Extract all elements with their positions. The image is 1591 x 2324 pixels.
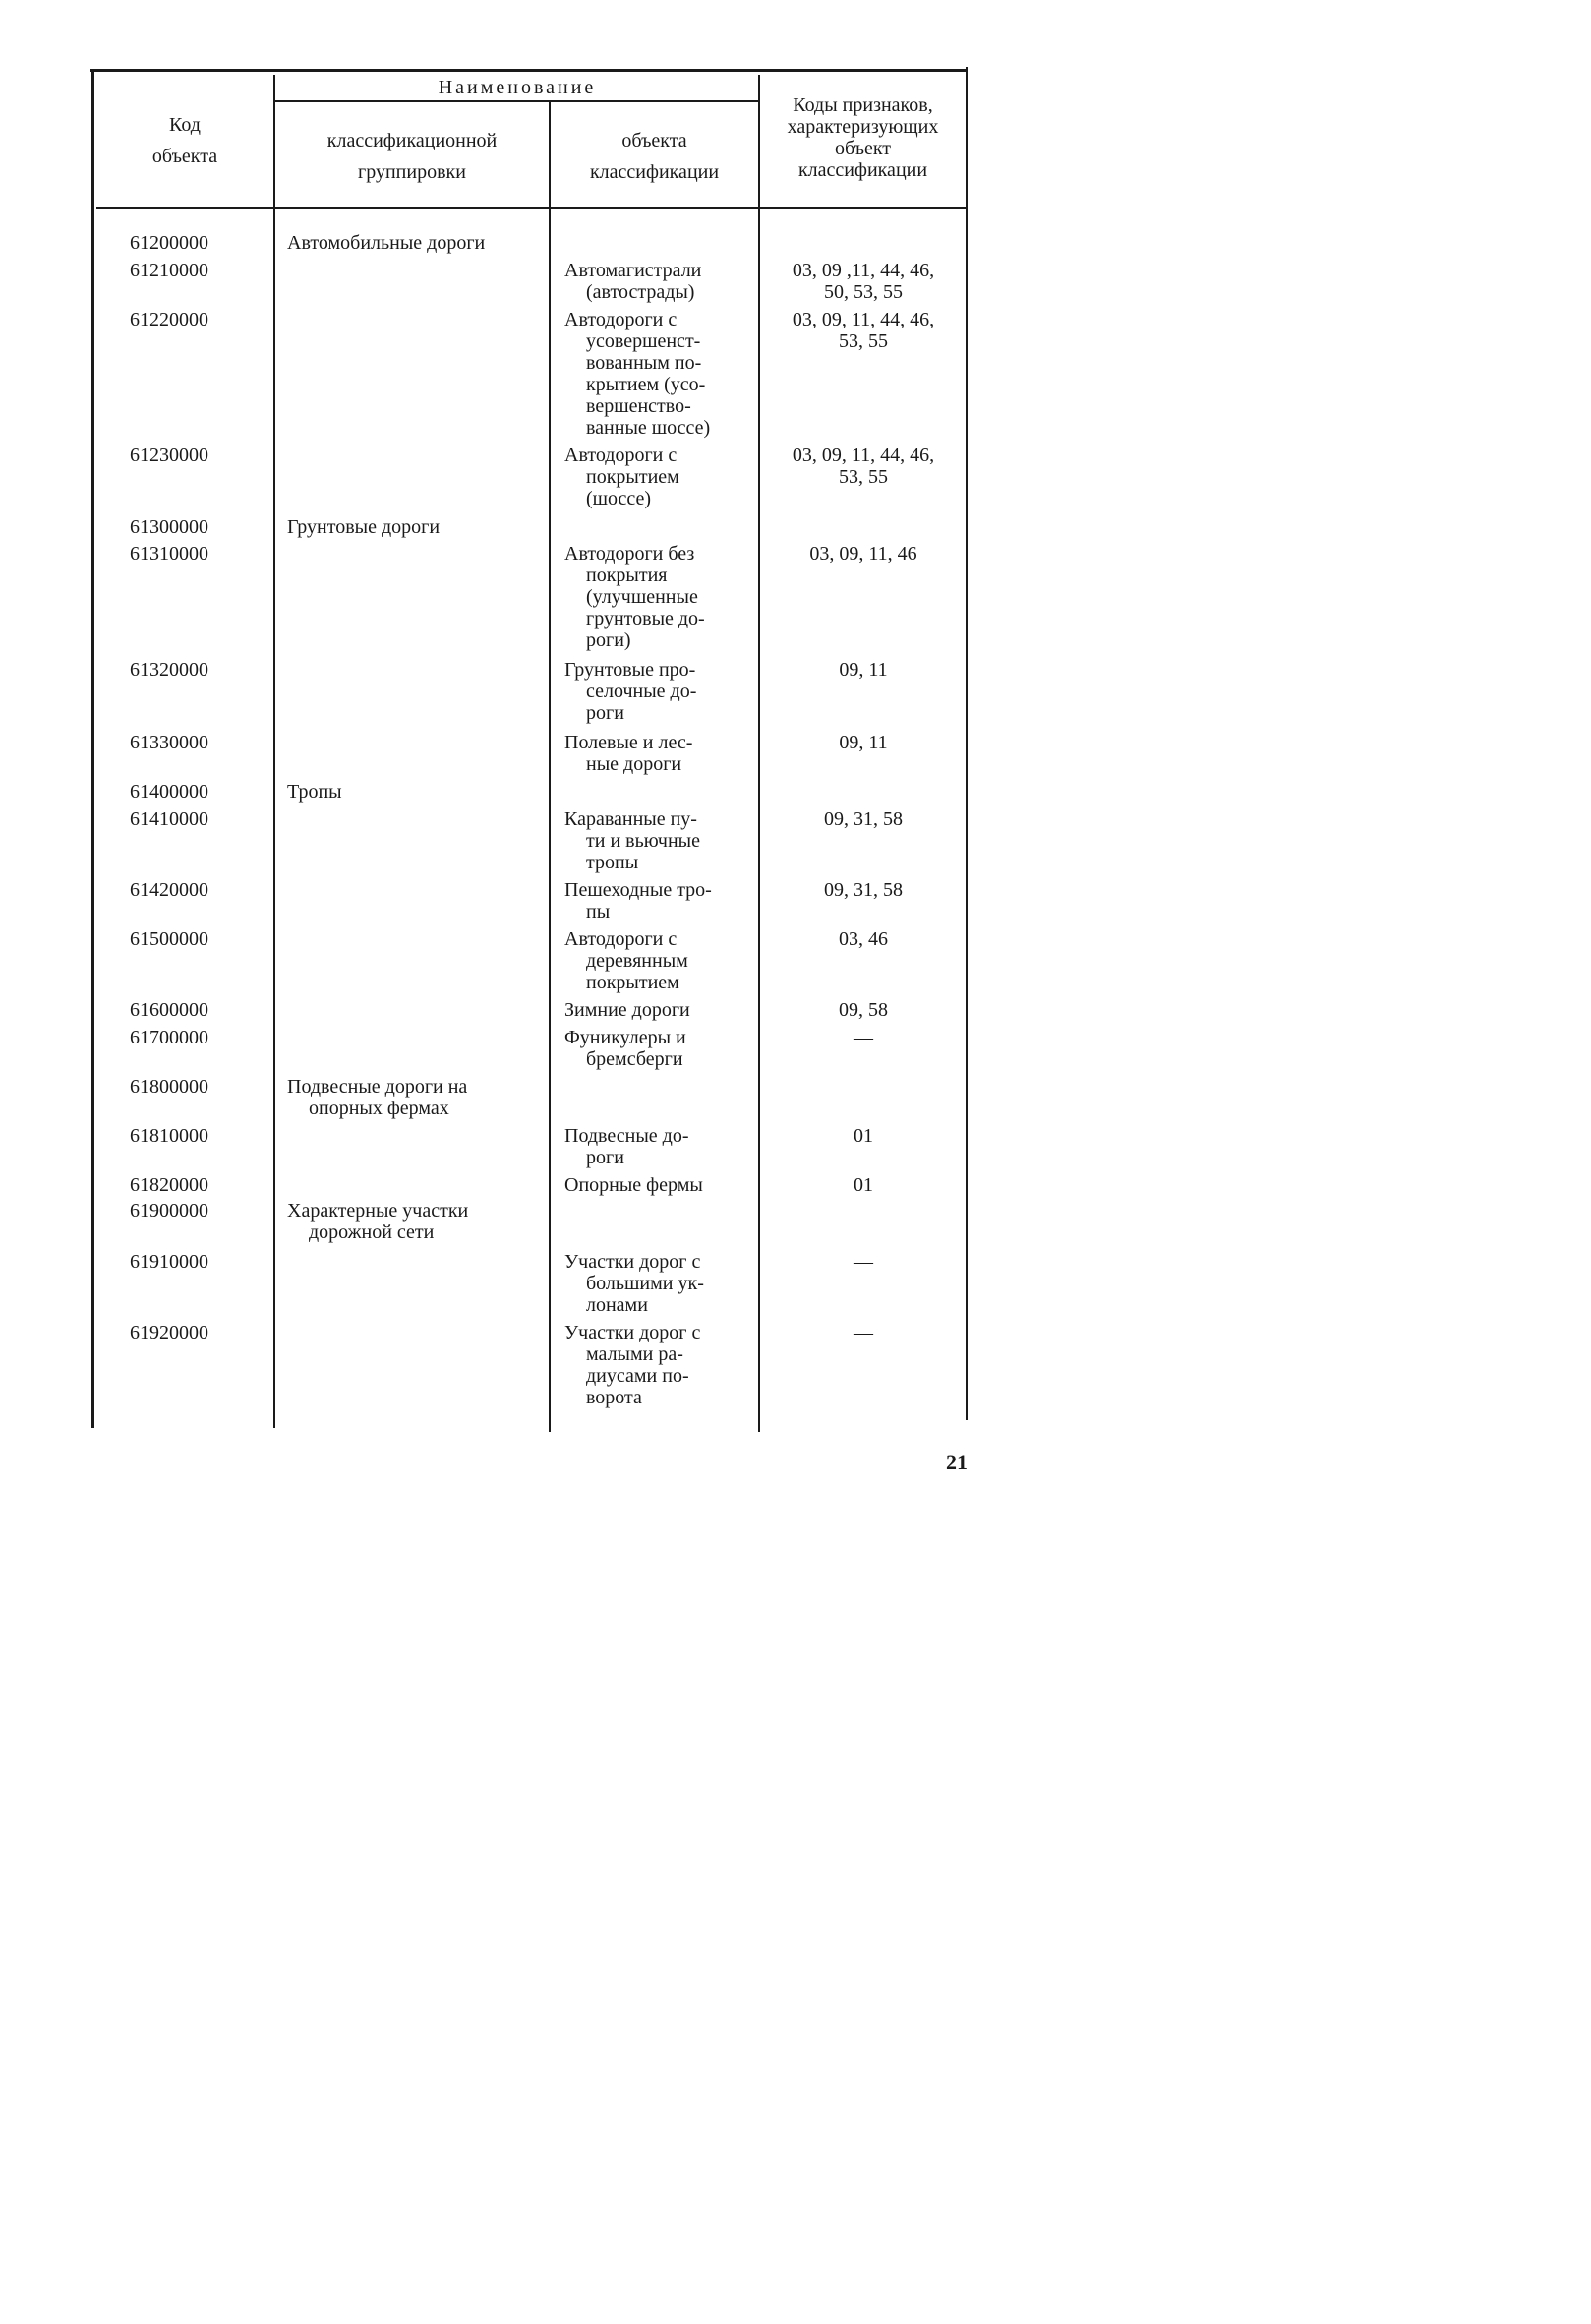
row-object (564, 260, 749, 303)
features-line: 03, 09, 11, 44, 46, (792, 445, 935, 466)
group-line: Характерные участки (287, 1200, 469, 1222)
object-line: малыми ра- (586, 1343, 683, 1365)
object-line: Зимние дороги (564, 999, 690, 1021)
object-line: селочные до- (586, 681, 697, 702)
features-line: 09, 31, 58 (824, 808, 903, 830)
group-line: Грунтовые дороги (287, 516, 441, 538)
row-group (287, 1076, 545, 1119)
row-features (763, 1251, 964, 1273)
row-object (564, 879, 749, 923)
object-line: (автострады) (586, 281, 695, 303)
object-line: (улучшенные (586, 586, 698, 608)
object-line: Автодороги с (564, 309, 678, 330)
row-features (763, 1125, 964, 1147)
object-line: деревянным (586, 950, 688, 972)
features-line: 53, 55 (839, 330, 888, 352)
object-line: тропы (586, 852, 639, 873)
page-number: 21 (946, 1450, 968, 1474)
object-line: роги (586, 702, 624, 724)
object-line: грунтовые до- (586, 608, 705, 629)
row-code: 61210000 (130, 260, 208, 281)
row-group (287, 232, 545, 254)
header-features-line1: Коды признаков, (793, 94, 933, 116)
features-line: 01 (854, 1174, 873, 1196)
object-line: Полевые и лес- (564, 732, 693, 753)
row-code: 61800000 (130, 1076, 208, 1098)
row-object (564, 1027, 749, 1070)
row-code: 61220000 (130, 309, 208, 330)
features-line: — (854, 1322, 873, 1343)
features-line: 01 (854, 1125, 873, 1147)
row-object (564, 928, 749, 993)
row-object (564, 445, 749, 509)
row-features (763, 1322, 964, 1343)
col-divider-group (549, 102, 551, 1432)
row-object (564, 1174, 749, 1196)
object-line: диусами по- (586, 1365, 689, 1387)
group-line: опорных фермах (309, 1098, 449, 1119)
row-code: 61400000 (130, 781, 208, 803)
object-line: Подвесные до- (564, 1125, 689, 1147)
group-line: Автомобильные дороги (287, 232, 486, 254)
name-subheader-rule (275, 100, 759, 102)
features-line: — (854, 1251, 873, 1273)
object-line: усовершенст- (586, 330, 701, 352)
row-features (763, 879, 964, 901)
object-line: большими ук- (586, 1273, 704, 1294)
object-line: роги) (586, 629, 631, 651)
group-line: Подвесные дороги на (287, 1076, 468, 1098)
row-features (763, 999, 964, 1021)
row-code: 61700000 (130, 1027, 208, 1048)
row-code: 61300000 (130, 516, 208, 538)
object-line: бремсберги (586, 1048, 683, 1070)
features-line: 09, 11 (839, 659, 888, 681)
row-code: 61600000 (130, 999, 208, 1021)
row-code: 61500000 (130, 928, 208, 950)
features-line: 09, 31, 58 (824, 879, 903, 901)
row-features (763, 928, 964, 950)
row-code: 61420000 (130, 879, 208, 901)
row-object (564, 808, 749, 873)
row-code: 61320000 (130, 659, 208, 681)
features-line: 09, 58 (839, 999, 888, 1021)
object-line: вершенство- (586, 395, 691, 417)
row-code: 61410000 (130, 808, 208, 830)
row-features (763, 659, 964, 681)
row-features (763, 1174, 964, 1196)
row-features (763, 260, 964, 303)
row-code: 61330000 (130, 732, 208, 753)
object-line: Пешеходные тро- (564, 879, 712, 901)
object-line: лонами (586, 1294, 648, 1316)
row-object (564, 659, 749, 724)
group-line: Тропы (287, 781, 342, 803)
object-line: ные дороги (586, 753, 682, 775)
object-line: Караванные пу- (564, 808, 697, 830)
col-divider-left (91, 69, 94, 1428)
header-bottom-rule (96, 207, 966, 209)
row-code: 61920000 (130, 1322, 208, 1343)
header-group-line1: классификационной (326, 130, 498, 151)
features-line: 03, 09, 11, 44, 46, (792, 309, 935, 330)
object-line: покрытия (586, 565, 668, 586)
header-object-line2: классификации (589, 161, 720, 183)
col-divider-object (758, 75, 760, 1432)
group-line: дорожной сети (309, 1222, 435, 1243)
row-object (564, 1125, 749, 1168)
col-divider-code (273, 75, 275, 1428)
header-object-line1: объекта (621, 130, 687, 151)
features-line: 53, 55 (839, 466, 888, 488)
header-features-line4: классификации (797, 159, 928, 181)
object-line: Автодороги с (564, 928, 678, 950)
object-line: вованным по- (586, 352, 702, 374)
object-line: крытием (усо- (586, 374, 706, 395)
features-line: — (854, 1027, 873, 1048)
object-line: ти и вьючные (586, 830, 700, 852)
row-features (763, 543, 964, 565)
features-line: 03, 09, 11, 46 (809, 543, 917, 565)
row-object (564, 309, 749, 439)
row-code: 61310000 (130, 543, 208, 565)
header-group-line2: группировки (358, 161, 466, 183)
object-line: Фуникулеры и (564, 1027, 686, 1048)
row-code: 61200000 (130, 232, 208, 254)
row-object (564, 732, 749, 775)
object-line: покрытием (586, 972, 679, 993)
row-code: 61230000 (130, 445, 208, 466)
row-object (564, 543, 749, 651)
object-line: (шоссе) (586, 488, 652, 509)
object-line: Автомагистрали (564, 260, 702, 281)
header-code-line2: объекта (151, 146, 218, 167)
row-group (287, 781, 545, 803)
features-line: 50, 53, 55 (824, 281, 903, 303)
row-object (564, 999, 749, 1021)
features-line: 03, 46 (839, 928, 888, 950)
row-group (287, 1200, 545, 1243)
object-line: покрытием (586, 466, 679, 488)
object-line: Опорные фермы (564, 1174, 703, 1196)
features-line: 03, 09 ,11, 44, 46, (792, 260, 935, 281)
header-features-line3: объект (834, 138, 892, 159)
row-object (564, 1322, 749, 1408)
row-features (763, 808, 964, 830)
row-features (763, 1027, 964, 1048)
object-line: пы (586, 901, 611, 923)
col-divider-right (966, 67, 968, 1420)
header-code-line1: Код (169, 114, 201, 136)
object-line: Автодороги с (564, 445, 678, 466)
object-line: Участки дорог с (564, 1251, 701, 1273)
row-code: 61820000 (130, 1174, 208, 1196)
features-line: 09, 11 (839, 732, 888, 753)
object-line: Грунтовые про- (564, 659, 696, 681)
top-rule (90, 69, 968, 72)
header-features-line2: характеризующих (787, 116, 939, 138)
header-name: Наименование (438, 77, 597, 98)
row-code: 61900000 (130, 1200, 208, 1222)
row-code: 61910000 (130, 1251, 208, 1273)
object-line: роги (586, 1147, 624, 1168)
object-line: Автодороги без (564, 543, 695, 565)
row-features (763, 732, 964, 753)
row-code: 61810000 (130, 1125, 208, 1147)
row-object (564, 1251, 749, 1316)
row-group (287, 516, 545, 538)
object-line: Участки дорог с (564, 1322, 701, 1343)
object-line: ванные шоссе) (586, 417, 711, 439)
row-features (763, 309, 964, 352)
object-line: ворота (586, 1387, 642, 1408)
row-features (763, 445, 964, 488)
